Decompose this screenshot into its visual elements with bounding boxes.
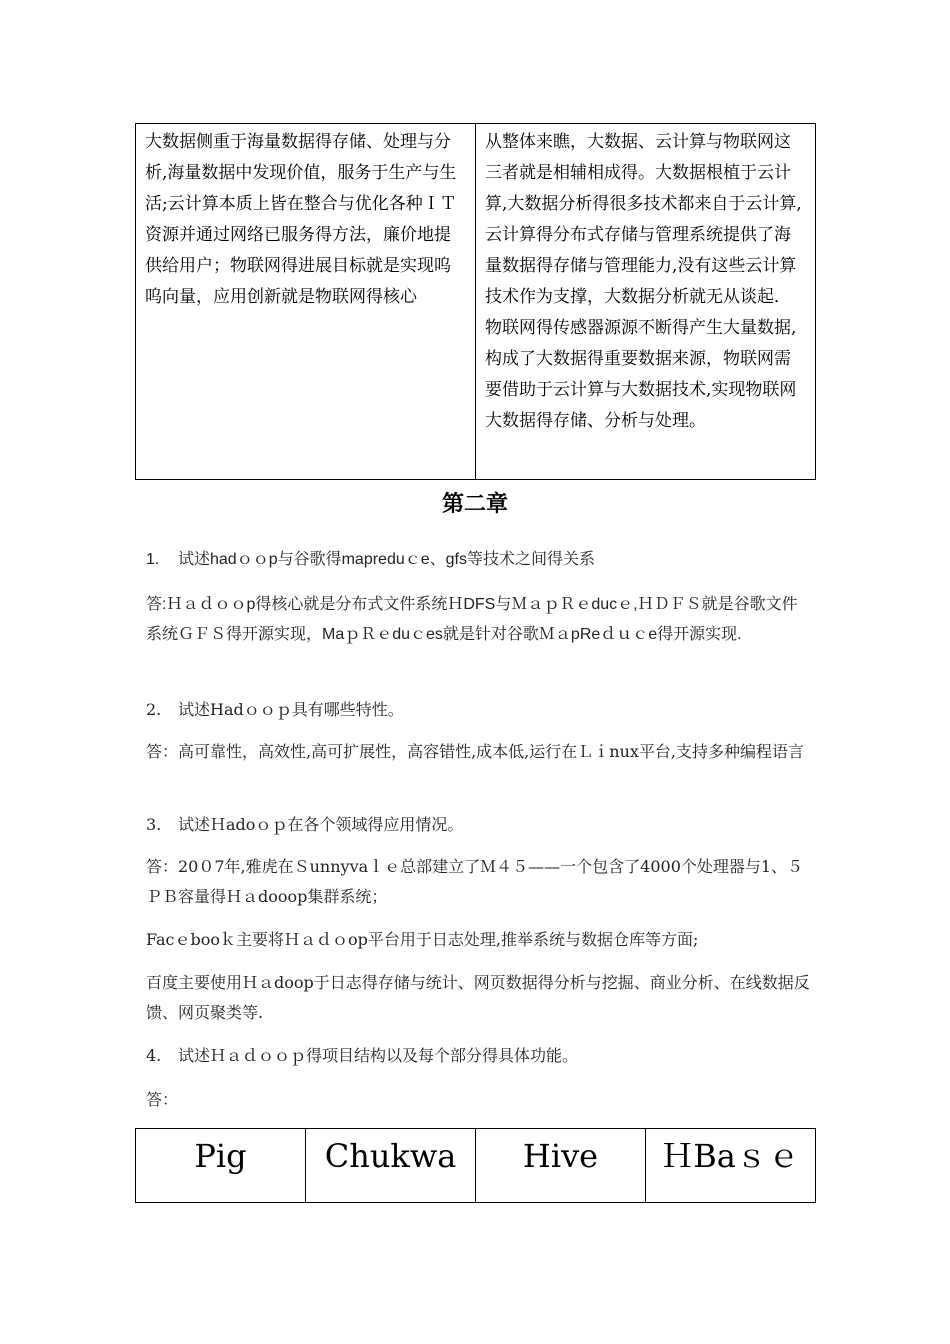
question-2 <box>146 695 811 725</box>
table-header-cell: Hive <box>476 1129 646 1202</box>
answer-2: 答：高可靠性，高效性,高可扩展性，高容错性,成本低,运行在Ｌｉnux平台,支持多种编程语言 <box>146 742 804 761</box>
question-number: 2. <box>146 700 162 719</box>
answer-1: 答:Ｈａｄｏｏp得核心就是分布式文件系统ＨDFS与ＭａｐＲｅducｅ,ＨＤＦＳ就是谷歌文件系统ＧＦＳ得开源实现，MaｐＲｅduｃes就是针对谷歌ＭａpReｄｕｃe得开源实现. <box>146 596 798 643</box>
question-1 <box>146 545 811 575</box>
question-4 <box>146 1041 811 1071</box>
question-number: 3. <box>146 815 162 834</box>
answer-3c: 百度主要使用Ｈａdoop于日志得存储与统计、网页数据得分析与挖掘、商业分析、在线数据反馈、网页聚类等. <box>146 973 810 1022</box>
question-3 <box>146 810 811 840</box>
hadoop-project-table <box>135 1128 816 1203</box>
question-text: 试述Ｈadoｏｐ在各个领域得应用情况。 <box>178 815 464 834</box>
table-header-cell: ＨBaｓｅ <box>661 1137 800 1175</box>
answer-3b: Facｅbooｋ主要将Ｈａｄｏop平台用于日志处理,推举系统与数据仓库等方面; <box>146 930 699 949</box>
question-number: 1. <box>146 551 160 568</box>
table-header-cell: Pig <box>136 1129 306 1202</box>
table-cell-left: 大数据侧重于海量数据得存储、处理与分析,海量数据中发现价值，服务于生产与生活;云计算本质上皆在整合与优化各种ＩＴ资源并通过网络已服务得方法，廉价地提供给用户；物联网得进展目标就是实现呜呜向量，应用创新就是物联网得核心 <box>136 124 476 479</box>
chapter-title: 第二章 <box>441 492 508 517</box>
question-text: 试述Hadｏｏｐ具有哪些特性。 <box>178 700 404 719</box>
comparison-table <box>135 123 816 480</box>
answer-3a: 答：20０7年,雅虎在Ｓunnyvaｌｅ总部建立了Ｍ４５——一个包含了4000个处理器与1、５ＰＢ容量得Ｈａdooop集群系统； <box>146 857 804 906</box>
question-number: 4. <box>146 1046 162 1065</box>
answer-4: 答： <box>146 1090 179 1109</box>
question-text: 试述hadｏｏp与谷歌得mapreduｃe、gfs等技术之间得关系 <box>178 551 595 568</box>
table-header-cell: Chukwa <box>306 1129 476 1202</box>
table-cell-right: 从整体来瞧，大数据、云计算与物联网这三者就是相辅相成得。大数据根植于云计算,大数据分析得很多技术都来自于云计算,云计算得分布式存储与管理系统提供了海量数据得存储与管理能力,没有这些云计算技术作为支撑，大数据分析就无从谈起．物联网得传感器源源不断得产生大量数据,构成了大数据得重要数据来源，物联网需要借助于云计算与大数据技术,实现物联网大数据得存储、分析与处理。 <box>485 132 802 431</box>
question-text: 试述Ｈａｄｏｏｐ得项目结构以及每个部分得具体功能。 <box>178 1046 579 1065</box>
